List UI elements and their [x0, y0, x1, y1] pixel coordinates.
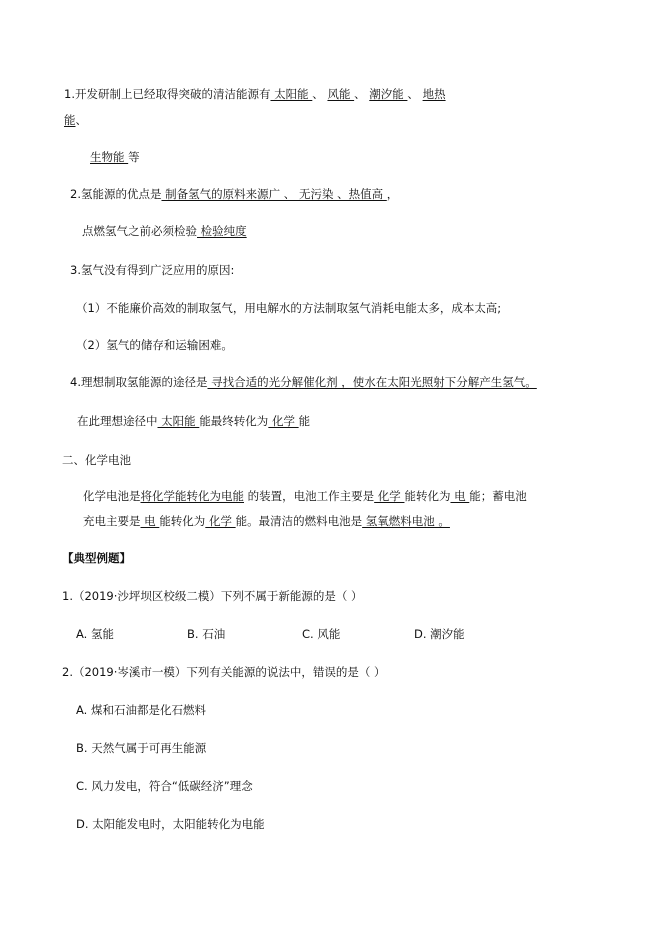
blank-hydrogen-advantages: 制备氢气的原料来源广 、 无污染 、热值高 [161, 187, 387, 201]
battery-line-2 [83, 513, 450, 529]
q4-fill-line-1 [70, 374, 537, 390]
example-q2-option-a[interactable]: A. 煤和石油都是化石燃料 [76, 703, 206, 717]
example-q2-option-d[interactable]: D. 太阳能发电时，太阳能转化为电能 [76, 817, 265, 831]
example-q1-stem: 1.（2019·沙坪坝区校级二模）下列不属于新能源的是（ ） [62, 589, 363, 603]
separator: 、 [75, 113, 87, 127]
q2-prefix: 2.氢能源的优点是 [70, 187, 162, 201]
blank-chemical-1: 化学 [374, 489, 405, 503]
q1-fill-line-3 [90, 149, 140, 165]
battery-prefix: 化学电池是 [83, 489, 141, 503]
q1-fill-line-2 [64, 112, 87, 128]
example-q1-option-b[interactable]: B. 石油 [187, 627, 226, 641]
blank-chemical: 化学 [268, 414, 299, 428]
charge-prefix: 充电主要是 [83, 514, 141, 528]
suffix: 等 [128, 150, 140, 164]
example-q1-option-c[interactable]: C. 风能 [302, 627, 341, 641]
blank-purity-check: 检验纯度 [197, 224, 247, 238]
q4-line2-prefix: 在此理想途径中 [77, 414, 158, 428]
q1-fill-line-1 [64, 86, 446, 102]
blank-solar-energy: 太阳能 [157, 414, 200, 428]
example-q2-option-b[interactable]: B. 天然气属于可再生能源 [76, 741, 207, 755]
q2-line2-prefix: 点燃氢气之前必须检验 [82, 224, 197, 238]
q3-title: 3.氢气没有得到广泛应用的原因: [70, 263, 235, 277]
charge-mid-2: 能。最清洁的燃料电池是 [235, 514, 363, 528]
blank-wind: 风能 [327, 87, 355, 101]
separator: 、 [312, 87, 324, 101]
blank-tidal: 潮汐能 [369, 87, 408, 101]
example-q1-option-a[interactable]: A. 氢能 [76, 627, 114, 641]
section-title-chemical-battery: 二、化学电池 [62, 453, 131, 467]
blank-ideal-route: 寻找合适的光分解催化剂 ，使水在太阳光照射下分解产生氢气。 [207, 375, 537, 389]
q2-fill-line-2 [82, 223, 247, 239]
suffix: ， [386, 187, 399, 201]
blank-geothermal-cont: 能 [64, 113, 76, 127]
battery-mid-2: 能转化为 [404, 489, 451, 503]
q1-prefix: 1.开发研制上已经取得突破的清洁能源有 [64, 87, 271, 101]
blank-electric-2: 电 [140, 514, 160, 528]
charge-mid-1: 能转化为 [159, 514, 206, 528]
battery-line-1 [83, 488, 527, 504]
examples-heading: 【典型例题】 [62, 551, 131, 565]
q4-mid: 能最终转化为 [199, 414, 269, 428]
q4-fill-line-2 [77, 413, 310, 429]
separator: 、 [354, 87, 366, 101]
blank-battery-definition: 将化学能转化为电能 [140, 489, 244, 503]
separator: 、 [407, 87, 419, 101]
q3-item-1: （1）不能廉价高效的制取氢气，用电解水的方法制取氢气消耗电能太多，成本太高; [76, 301, 502, 315]
suffix: 能 [298, 414, 311, 428]
example-q2-stem: 2.（2019·岑溪市一模）下列有关能源的说法中，错误的是（ ） [62, 665, 386, 679]
q2-fill-line-1 [70, 186, 398, 202]
battery-mid-1: 的装置，电池工作主要是 [244, 489, 375, 503]
q4-prefix: 4.理想制取氢能源的途径是 [70, 375, 208, 389]
blank-chemical-2: 化学 [205, 514, 236, 528]
example-q1-option-d[interactable]: D. 潮汐能 [414, 627, 465, 641]
blank-solar: 太阳能 [270, 87, 313, 101]
q3-item-2: （2）氢气的储存和运输困难。 [76, 338, 233, 352]
blank-electric-1: 电 [450, 489, 470, 503]
blank-fuel-cell: 氢氧燃料电池 。 [362, 514, 450, 528]
blank-biomass: 生物能 [90, 150, 129, 164]
battery-suffix: 能；蓄电池 [469, 489, 527, 503]
example-q2-option-c[interactable]: C. 风力发电，符合“低碳经济”理念 [76, 779, 253, 793]
blank-geothermal: 地热 [422, 87, 446, 101]
